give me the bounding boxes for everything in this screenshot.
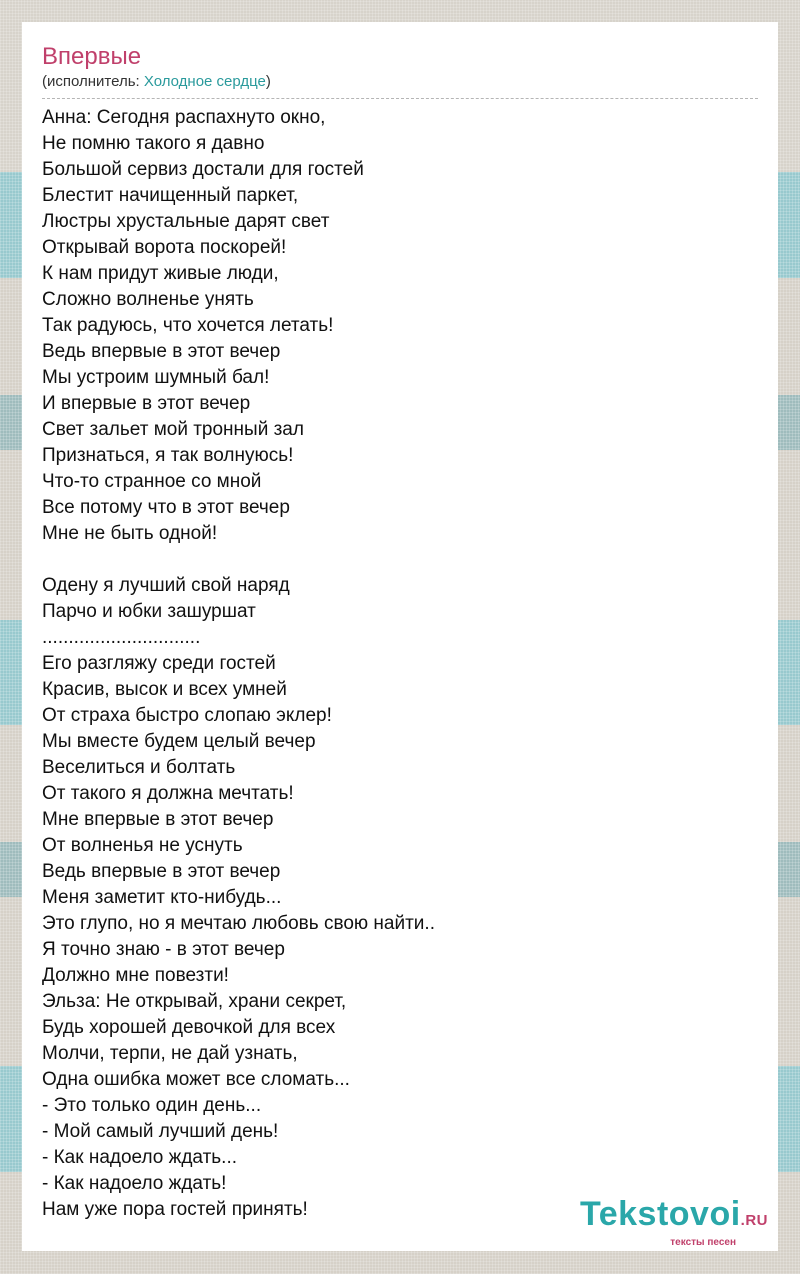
lyric-line: Красив, высок и всех умней: [42, 679, 287, 700]
lyric-line: Люстры хрустальные дарят свет: [42, 211, 330, 232]
lyric-line: Нам уже пора гостей принять!: [42, 1199, 308, 1220]
lyric-line: Что-то странное со мной: [42, 471, 262, 492]
lyric-line: От такого я должна мечтать!: [42, 783, 294, 804]
lyrics-text: [42, 105, 758, 1223]
logo-wordmark: [580, 1197, 768, 1238]
lyric-line: Анна: Сегодня распахнуто окно,: [42, 107, 326, 128]
performer-prefix: (исполнитель:: [42, 73, 144, 90]
lyric-line: Так радуюсь, что хочется летать!: [42, 315, 334, 336]
lyric-line: Парчо и юбки зашуршат: [42, 601, 256, 622]
song-title: Впервые: [42, 43, 142, 70]
lyric-line: Мы вместе будем целый вечер: [42, 731, 316, 752]
lyric-line: Мы устроим шумный бал!: [42, 367, 270, 388]
lyric-line: Одна ошибка может все сломать...: [42, 1069, 350, 1090]
performer-line: [42, 72, 758, 92]
lyric-line: Все потому что в этот вечер: [42, 497, 290, 518]
lyric-line: Не помню такого я давно: [42, 133, 265, 154]
lyric-line: Признаться, я так волнуюсь!: [42, 445, 294, 466]
title-divider: [42, 98, 758, 99]
logo-tagline: тексты песен: [670, 1237, 736, 1248]
lyric-line: Веселиться и болтать: [42, 757, 236, 778]
site-logo[interactable]: [580, 1197, 768, 1248]
lyric-line: - Мой самый лучший день!: [42, 1121, 279, 1142]
lyric-line: Это глупо, но я мечтаю любовь свою найти..: [42, 913, 435, 934]
lyric-line: Сложно волненье унять: [42, 289, 254, 310]
lyric-line: Блестит начищенный паркет,: [42, 185, 299, 206]
lyric-line: ..............................: [42, 627, 201, 648]
logo-name: Tekstovoi: [579, 1195, 741, 1233]
lyric-line: [42, 547, 758, 573]
lyric-line: Молчи, терпи, не дай узнать,: [42, 1043, 298, 1064]
lyric-line: Мне впервые в этот вечер: [42, 809, 274, 830]
lyric-line: Должно мне повезти!: [42, 965, 229, 986]
lyric-line: И впервые в этот вечер: [42, 393, 251, 414]
lyric-line: Свет зальет мой тронный зал: [42, 419, 304, 440]
lyric-line: От страха быстро слопаю эклер!: [42, 705, 332, 726]
lyric-line: - Это только один день...: [42, 1095, 262, 1116]
lyric-line: Мне не быть одной!: [42, 523, 218, 544]
lyric-line: - Как надоело ждать!: [42, 1173, 227, 1194]
performer-link[interactable]: Холодное сердце: [143, 73, 266, 90]
lyric-line: Ведь впервые в этот вечер: [42, 341, 281, 362]
lyric-line: Будь хорошей девочкой для всех: [42, 1017, 336, 1038]
lyric-line: Меня заметит кто-нибудь...: [42, 887, 282, 908]
lyric-line: Я точно знаю - в этот вечер: [42, 939, 285, 960]
lyric-line: Эльза: Не открывай, храни секрет,: [42, 991, 347, 1012]
performer-suffix: ): [265, 73, 271, 90]
lyric-line: Ведь впервые в этот вечер: [42, 861, 281, 882]
logo-domain: .RU: [740, 1212, 768, 1229]
lyric-line: От волненья не уснуть: [42, 835, 243, 856]
lyric-line: К нам придут живые люди,: [42, 263, 279, 284]
lyric-line: Большой сервиз достали для гостей: [42, 159, 364, 180]
lyrics-card: [22, 22, 778, 1251]
lyric-line: - Как надоело ждать...: [42, 1147, 238, 1168]
lyric-line: Одену я лучший свой наряд: [42, 575, 290, 596]
lyric-line: Открывай ворота поскорей!: [42, 237, 287, 258]
lyric-line: Его разгляжу среди гостей: [42, 653, 276, 674]
